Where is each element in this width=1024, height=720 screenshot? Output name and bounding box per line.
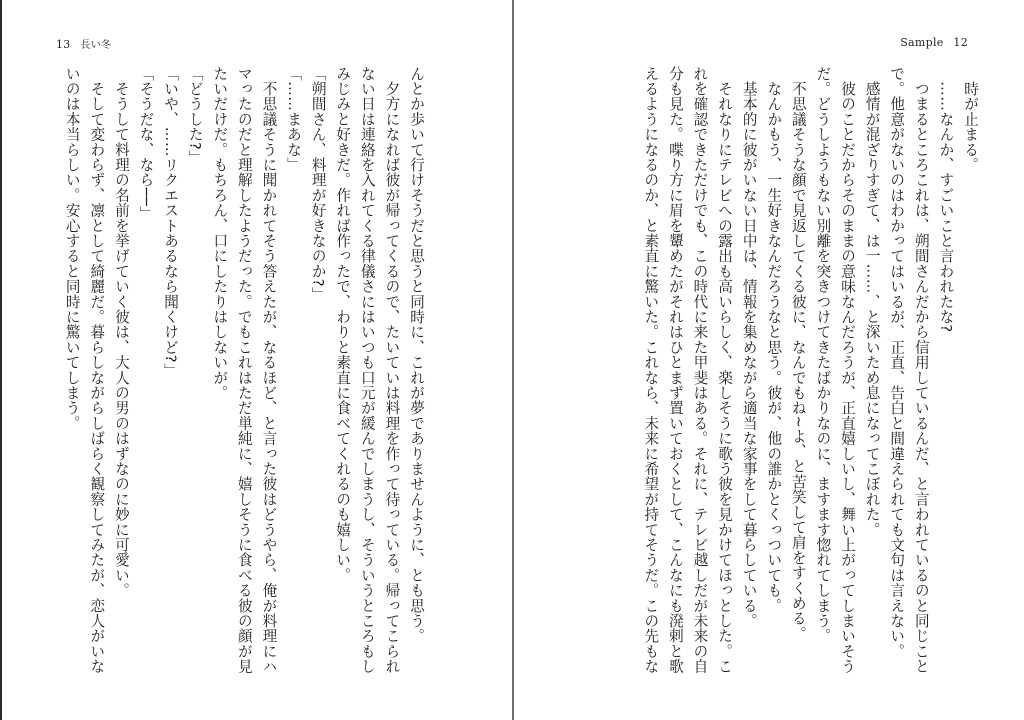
text-line: 夕方になれば彼が帰ってくるので、たいていは料理を作って待っている。帰ってこられ xyxy=(383,66,401,674)
text-line: 不思議そうな顔で見返してくる彼に、なんでもね~よ、と苦笑して肩をすくめる。 xyxy=(789,66,807,642)
text-line: いのは本当らしい。安心すると同時に驚いてしまう。 xyxy=(63,66,81,431)
text-line: それなりにテレビへの露出も高いらしく、楽しそうに歌う彼を見かけてほっとした。こ xyxy=(716,66,734,674)
left-page xyxy=(2,0,512,720)
text-line: ……なんか、すごいこと言われたな? xyxy=(937,66,955,333)
text-line: 感情が混ざりすぎて、は一……、と深いため息になってこぼれた。 xyxy=(863,66,881,538)
right-page-body xyxy=(542,66,982,674)
text-line: えるようになるのか、と素直に驚いた。これなら、未来に希望が持てそうだ。この先もな xyxy=(642,66,660,674)
chapter-title: 長い冬 xyxy=(80,40,112,51)
text-line: 「朔間さん、料理が好きなのか?」 xyxy=(309,66,327,303)
text-line: 「いや、……リクエストあるなら聞くけど?」 xyxy=(162,66,180,379)
text-line: マったのだと理解したようだった。でもこれはただ単純に、嬉しそうに食べる彼の顔が見 xyxy=(235,66,253,674)
text-line: 不思議そうに聞かれてそう答えたが、なるほど、と言った彼はどうやら、俺が料理にハ xyxy=(260,66,278,674)
text-line: たいだけだ。もちろん、口にしたりはしないが。 xyxy=(211,66,229,401)
text-line: 基本的に彼がいない日中は、情報を集めながら適当な家事をして暮らしている。 xyxy=(740,66,758,629)
text-line: れを確認できただけでも、この時代に来た甲斐はある。それに、テレビ越しだが未来の自 xyxy=(691,66,709,674)
right-page xyxy=(514,0,1024,720)
left-page-body xyxy=(48,66,428,674)
text-line: なんかもう、一生好きなんだろうなと思う。彼が、他の誰かとくっついても。 xyxy=(765,66,783,614)
text-line: 「……まあな」 xyxy=(285,66,303,173)
text-line: だ。どうしようもない別離を突きつけてきたばかりなのに、ますます惚れてしまう。 xyxy=(814,66,832,644)
text-line: 彼のことだからそのままの意味なんだろうが、正直嬉しいし、舞い上がってしまいそう xyxy=(839,66,857,674)
text-line: 「そうだな、なら──」 xyxy=(137,66,155,222)
left-page-number: 13 xyxy=(56,38,71,51)
right-page-number: 12 xyxy=(953,36,968,49)
text-line: つまるところこれは、朔間さんだから信用しているんだ、と言われているのと同じこと xyxy=(912,66,930,674)
text-line: ない日は連絡を入れてくる律儀さにはいつも口元が緩んでしまうし、そういうところもし xyxy=(358,66,376,674)
text-line: 時が止まる。 xyxy=(962,66,979,173)
text-line: で。他意がないのはわかってはいるが、正直、告白と間違えられても文句は言えない。 xyxy=(888,66,906,659)
running-title: Sample xyxy=(900,36,944,49)
left-page-header xyxy=(56,36,111,51)
right-page-header xyxy=(900,36,968,49)
text-line: そうして料理の名前を挙げていく彼は、大人の男のはずなのに妙に可愛い。 xyxy=(112,66,130,598)
text-line: んとか歩いて行けそうだと思うと同時に、これが夢でありませんように、とも思う。 xyxy=(408,66,425,644)
text-line: そして変わらず、凛として綺麗だ。暮らしながらしばらく観察してみたが、恋人がいな xyxy=(88,66,106,674)
text-line: 分も見た。喋り方に眉を顰めたがそれはひとまず置いておくとして、こんなにも溌剌と歌 xyxy=(666,66,684,674)
text-line: みじみと好きだ。作れば作ったで、わりと素直に食べてくれるのも嬉しい。 xyxy=(334,66,352,583)
text-line: 「どうした?」 xyxy=(186,66,204,166)
